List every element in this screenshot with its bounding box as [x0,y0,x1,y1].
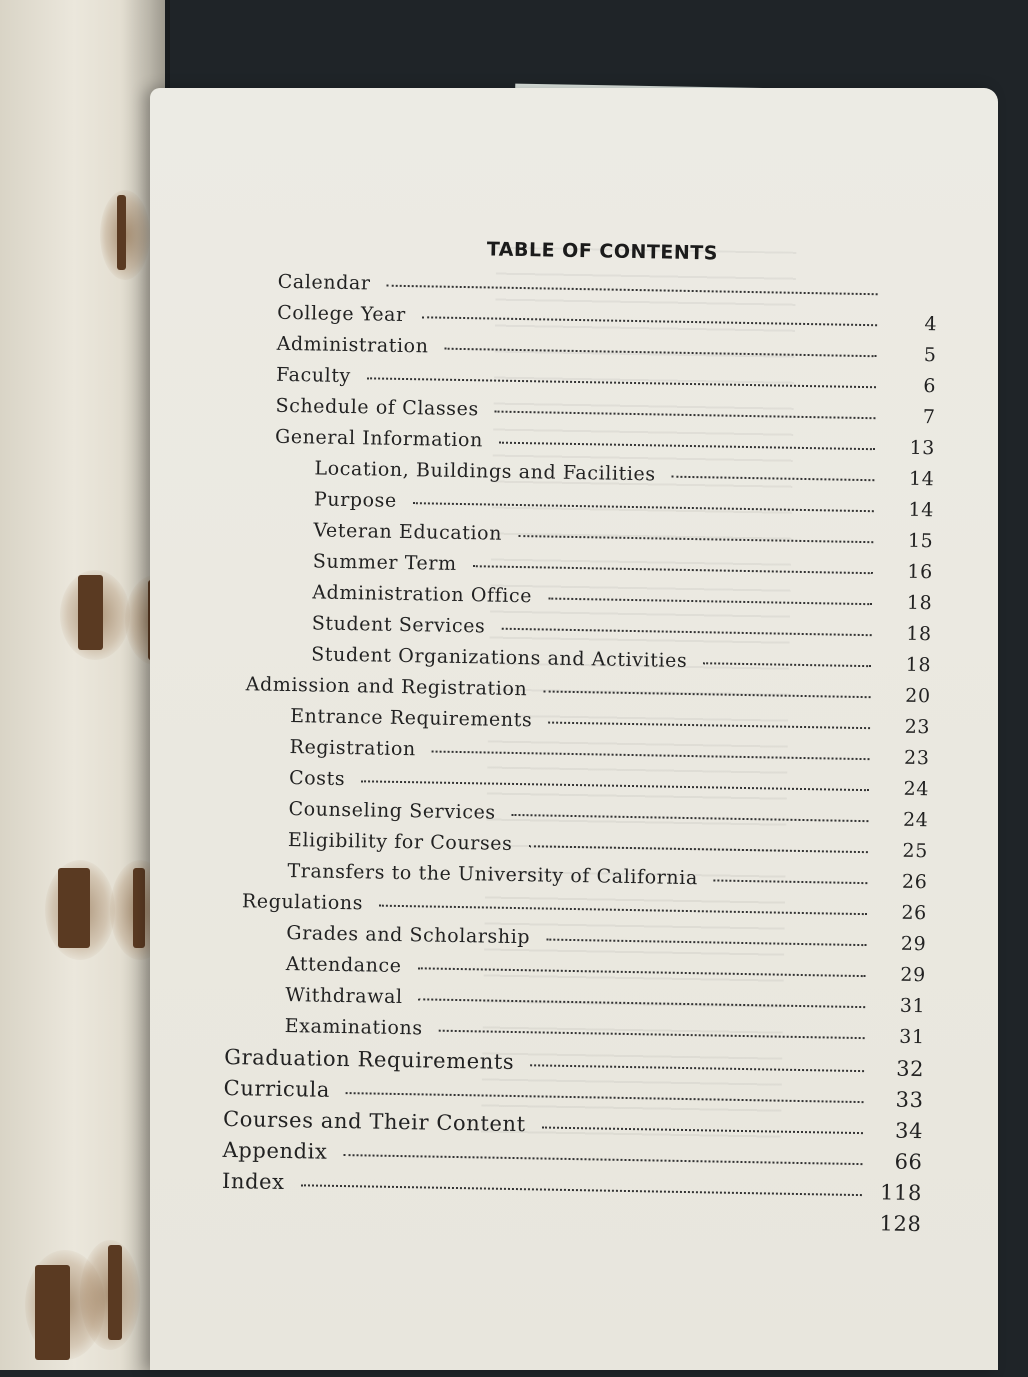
toc-entry-page: 24 [902,808,929,832]
leader-dots [419,998,866,1008]
toc-entry-label: Administration [276,332,429,358]
toc-entry-label: Examinations [284,1014,423,1040]
staple [133,868,145,948]
leader-dots [379,905,867,916]
leader-dots [512,814,869,822]
toc-entry-label: Location, Buildings and Facilities [314,457,656,486]
staple [78,575,103,650]
toc-entry-page: 18 [906,622,932,646]
toc-entry-page: 14 [908,498,935,522]
leader-dots [543,690,870,698]
toc-entry-page: 4 [924,313,938,336]
toc-entry-label: Student Services [311,612,486,638]
staple [108,1245,122,1340]
toc-entry-page: 29 [900,932,927,956]
toc-entry-label: Grades and Scholarship [286,922,531,949]
toc-entry-page: 26 [901,870,928,894]
toc-entry-page: 23 [903,746,930,770]
toc-entry-label: Student Organizations and Activities [311,643,688,672]
staple [58,868,90,948]
leader-dots [361,780,869,791]
toc-entry-page: 118 [879,1180,923,1206]
leader-dots [343,1154,862,1165]
toc-entry-label: Transfers to the University of California [287,860,699,890]
toc-entry-label: Curricula [223,1075,331,1102]
toc-entry-page: 20 [905,684,931,708]
leader-dots [546,939,866,947]
staple [117,195,126,270]
toc-entry-label: Veteran Education [313,519,503,545]
leader-dots [548,598,872,606]
toc-entry-page: 29 [900,963,926,987]
leader-dots [422,316,877,326]
leader-dots [703,662,871,667]
toc-entry-page: 33 [895,1087,924,1113]
leader-dots [501,628,871,636]
toc-entry-label: Regulations [241,890,364,915]
toc-entry-label: Costs [288,767,346,791]
toc-entry-page: 23 [904,715,931,739]
toc-entry-page: 31 [899,994,926,1018]
toc-list [141,269,1006,1245]
leader-dots [473,565,873,574]
toc-entry-label: Appendix [222,1137,328,1164]
staple [35,1265,70,1360]
leader-dots [346,1092,864,1103]
toc-entry-page: 15 [907,529,934,553]
toc-entry-label: Eligibility for Courses [287,829,513,855]
toc-entry-label: Courses and Their Content [222,1106,526,1137]
toc-entry-label: Counseling Services [288,798,496,824]
leader-dots [548,722,870,730]
leader-dots [418,967,866,977]
toc-entry-page: 66 [894,1149,923,1175]
leader-dots [432,751,870,761]
toc-entry-label: Entrance Requirements [289,705,533,732]
toc-entry-page: 16 [907,560,933,584]
toc-entry-page: 26 [901,901,928,925]
leader-dots [714,879,868,884]
leader-dots [528,845,867,853]
toc-entry-label: Index [221,1168,285,1195]
toc-entry-page: 6 [923,375,937,398]
toc-entry-page: 24 [903,777,930,801]
leader-dots [439,1030,865,1039]
toc-entry-label: Graduation Requirements [224,1044,515,1075]
toc-entry-label: General Information [274,425,484,452]
toc-entry-label: Faculty [275,363,352,388]
leader-dots [237,1214,861,1227]
toc-entry-page: 32 [895,1056,925,1082]
toc-entry-label: Schedule of Classes [275,394,480,421]
toc-entry-page: 5 [923,344,937,367]
leader-dots [672,476,875,482]
toc-entry-page: 18 [906,591,933,615]
leader-dots [495,411,876,420]
toc-entry-label: College Year [277,301,406,326]
leader-dots [444,348,876,358]
leader-dots [518,535,873,543]
toc-entry-label: Purpose [313,488,398,512]
leader-dots [413,502,874,512]
toc-entry-page: 31 [899,1025,925,1049]
toc-entry-page: 34 [894,1118,924,1144]
leader-dots [367,377,876,388]
toc-entry-page [892,298,938,299]
toc-page [150,88,998,1370]
leader-dots [301,1184,862,1196]
leader-dots [499,442,875,451]
toc-entry-label: Summer Term [312,550,457,575]
toc-entry-page: 7 [922,406,936,429]
toc-entry-page: 13 [909,436,936,460]
leader-dots [530,1064,864,1072]
toc-entry-label: Registration [289,736,417,761]
toc-entry-label: Calendar [277,270,371,295]
toc-entry-page: 128 [879,1211,922,1237]
toc-entry-page: 18 [905,653,932,677]
toc-entry-label: Withdrawal [285,984,403,1009]
toc-entry-page: 14 [908,467,935,491]
toc-entry-label: Administration Office [312,581,533,608]
leader-dots [542,1126,863,1134]
page-title: TABLE OF CONTENTS [486,238,719,265]
toc-entry-page: 25 [902,839,929,863]
toc-entry-label: Admission and Registration [245,673,528,701]
toc-entry-label: Attendance [285,953,402,978]
leader-dots [386,285,877,296]
